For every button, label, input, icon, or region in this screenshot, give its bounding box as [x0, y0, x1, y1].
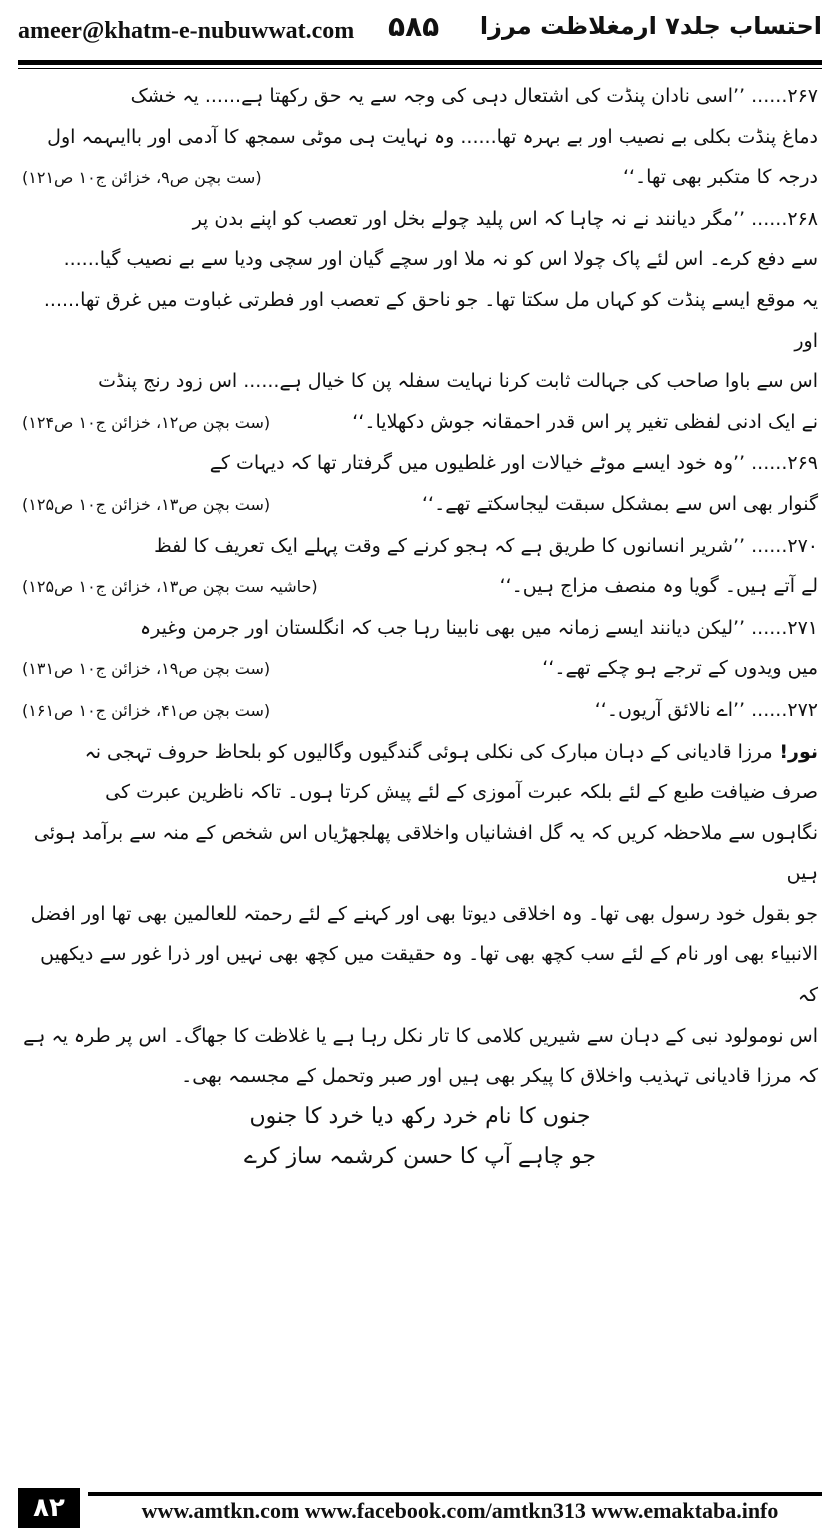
entry-267-line-1: ۲۶۷...... ’’اسی نادان پنڈت کی اشتعال دہی کی وجہ سے یہ حق رکھتا ہے...... یہ خشک — [130, 85, 818, 107]
entry-268-line-2: سے دفع کرے۔ اس لئے پاک چولا اس کو نہ ملا اور سچے گیان اور سچی ودیا سے بے نصیب گیا...... — [63, 248, 818, 271]
entry-268-text-end: نے ایک ادنی لفظی تغیر پر اس قدر احمقانہ جوش دکھلایا۔‘‘ — [352, 410, 818, 433]
header-page-number: ۵۸۵ — [388, 10, 440, 43]
note-lead: نور! — [772, 740, 818, 763]
entry-269-line-1: ۲۶۹...... ’’وہ خود ایسے موٹے خیالات اور غلطیوں میں گرفتار تھا کہ دیہات کے — [209, 452, 818, 475]
entry-267-line-2: دماغ پنڈت بکلی بے نصیب اور بے بہرہ تھا...... وہ نہایت ہی موٹی سمجھ کا آدمی اور باایںہمہ اول — [47, 125, 818, 148]
footer-rule — [88, 1492, 822, 1496]
header-rule-thick — [18, 60, 822, 65]
note-line-2: صرف ضیافت طبع کے لئے بلکہ عبرت آموزی کے لئے پیش کرتا ہوں۔ تاکہ ناظرین عبرت کی — [105, 781, 818, 804]
entry-267-reference: (ست بچن ص۹، خزائن ج۱۰ ص۱۲۱) — [22, 168, 262, 188]
note-line-5: الانبیاء بھی اور نام کے لئے سب کچھ بھی تھا۔ وہ حقیقت میں کچھ بھی نہیں اور ذرا غور سے دیکھیں کہ — [40, 943, 818, 1007]
entry-268-line-4: اس سے باوا صاحب کی جہالت ثابت کرنا نہایت سفلہ پن کا خیال ہے...... اس زود رنج پنڈت — [98, 370, 818, 393]
poem-line-1: جنوں کا نام خرد رکھ دیا خرد کا جنوں — [249, 1103, 591, 1129]
page-body — [22, 76, 818, 1464]
entry-270-line-2 — [22, 566, 818, 608]
footer-links[interactable]: www.amtkn.com www.facebook.com/amtkn313 www.emaktaba.info — [141, 1498, 779, 1523]
footer-page-number: ۸۲ — [18, 1488, 80, 1528]
note-line-6: اس نومولود نبی کے دہان سے شیریں کلامی کا تار نکل رہا ہے یا غلاظت کا جھاگ۔ اس پر طرہ یہ ہے — [23, 1024, 818, 1047]
entry-271-reference: (ست بچن ص۱۹، خزائن ج۱۰ ص۱۳۱) — [22, 659, 271, 679]
entry-270-line-1: ۲۷۰...... ’’شریر انسانوں کا طریق ہے کہ ہجو کرنے کے وقت پہلے ایک تعریف کا لفظ — [154, 534, 818, 557]
note-line-1 — [22, 732, 818, 773]
header-title: احتساب جلد۷ ارمغلاظت مرزا — [479, 12, 822, 40]
entry-268-reference: (ست بچن ص۱۲، خزائن ج۱۰ ص۱۲۴) — [22, 412, 271, 432]
poem-line-2: جو چاہے آپ کا حسن کرشمہ ساز کرے — [244, 1143, 596, 1169]
entry-269-line-2 — [22, 484, 818, 526]
note-line-7: کہ مرزا قادیانی تہذیب واخلاق کا پیکر بھی ہیں اور صبر وتحمل کے مجسمہ بھی۔ — [181, 1065, 818, 1088]
entry-270-text-end: لے آتے ہیں۔ گویا وہ منصف مزاج ہیں۔‘‘ — [499, 575, 818, 598]
note-line-1-text: مرزا قادیانی کے دہان مبارک کی نکلی ہوئی گندگیوں وگالیوں کو بلحاظ حروف تہجی نہ — [84, 740, 773, 763]
entry-272-text: ۲۷۲...... ’’اے نالائق آریوں۔‘‘ — [594, 698, 818, 721]
entry-272-line-1 — [22, 690, 818, 732]
entry-267-line-3 — [22, 157, 818, 199]
page-header — [18, 8, 822, 52]
entry-270-reference: (حاشیہ ست بچن ص۱۳، خزائن ج۱۰ ص۱۲۵) — [22, 577, 318, 597]
entry-269-reference: (ست بچن ص۱۳، خزائن ج۱۰ ص۱۲۵) — [22, 494, 271, 514]
header-email[interactable]: ameer@khatm-e-nubuwwat.com — [18, 18, 355, 44]
entry-271-text-end: میں ویدوں کے ترجے ہو چکے تھے۔‘‘ — [542, 657, 818, 680]
entry-268-line-5 — [22, 402, 818, 444]
page-footer — [18, 1488, 822, 1532]
entry-267-text-end: درجہ کا متکبر بھی تھا۔‘‘ — [622, 166, 818, 189]
entry-271-line-2 — [22, 648, 818, 690]
entry-272-reference: (ست بچن ص۴۱، خزائن ج۱۰ ص۱۶۱) — [22, 700, 271, 720]
entry-269-text-end: گنوار بھی اس سے بمشکل سبقت لیجاسکتے تھے۔‘‘ — [421, 492, 818, 515]
entry-268-line-1: ۲۶۸...... ’’مگر دیانند نے نہ چاہا کہ اس پلید چولے بخل اور تعصب کو اپنے بدن پر — [192, 207, 818, 230]
note-line-4: جو بقول خود رسول بھی تھا۔ وہ اخلاقی دیوتا بھی اور کہنے کے لئے رحمتہ للعالمین بھی تھا اور افضل — [30, 902, 818, 925]
entry-271-line-1: ۲۷۱...... ’’لیکن دیانند ایسے زمانہ میں بھی نابینا رہا جب کہ انگلستان اور جرمن وغیرہ — [139, 616, 818, 639]
header-rule-thin — [18, 68, 822, 69]
note-line-3: نگاہوں سے ملاحظہ کریں کہ یہ گل افشانیاں واخلاقی پھلجھڑیاں اس شخص کے منہ سے برآمد ہوئی ہیں — [33, 821, 818, 885]
entry-268-line-3: یہ موقع ایسے پنڈت کو کہاں مل سکتا تھا۔ جو ناحق کے تعصب اور فطرتی غباوت میں غرق تھا...... اور — [43, 288, 818, 352]
